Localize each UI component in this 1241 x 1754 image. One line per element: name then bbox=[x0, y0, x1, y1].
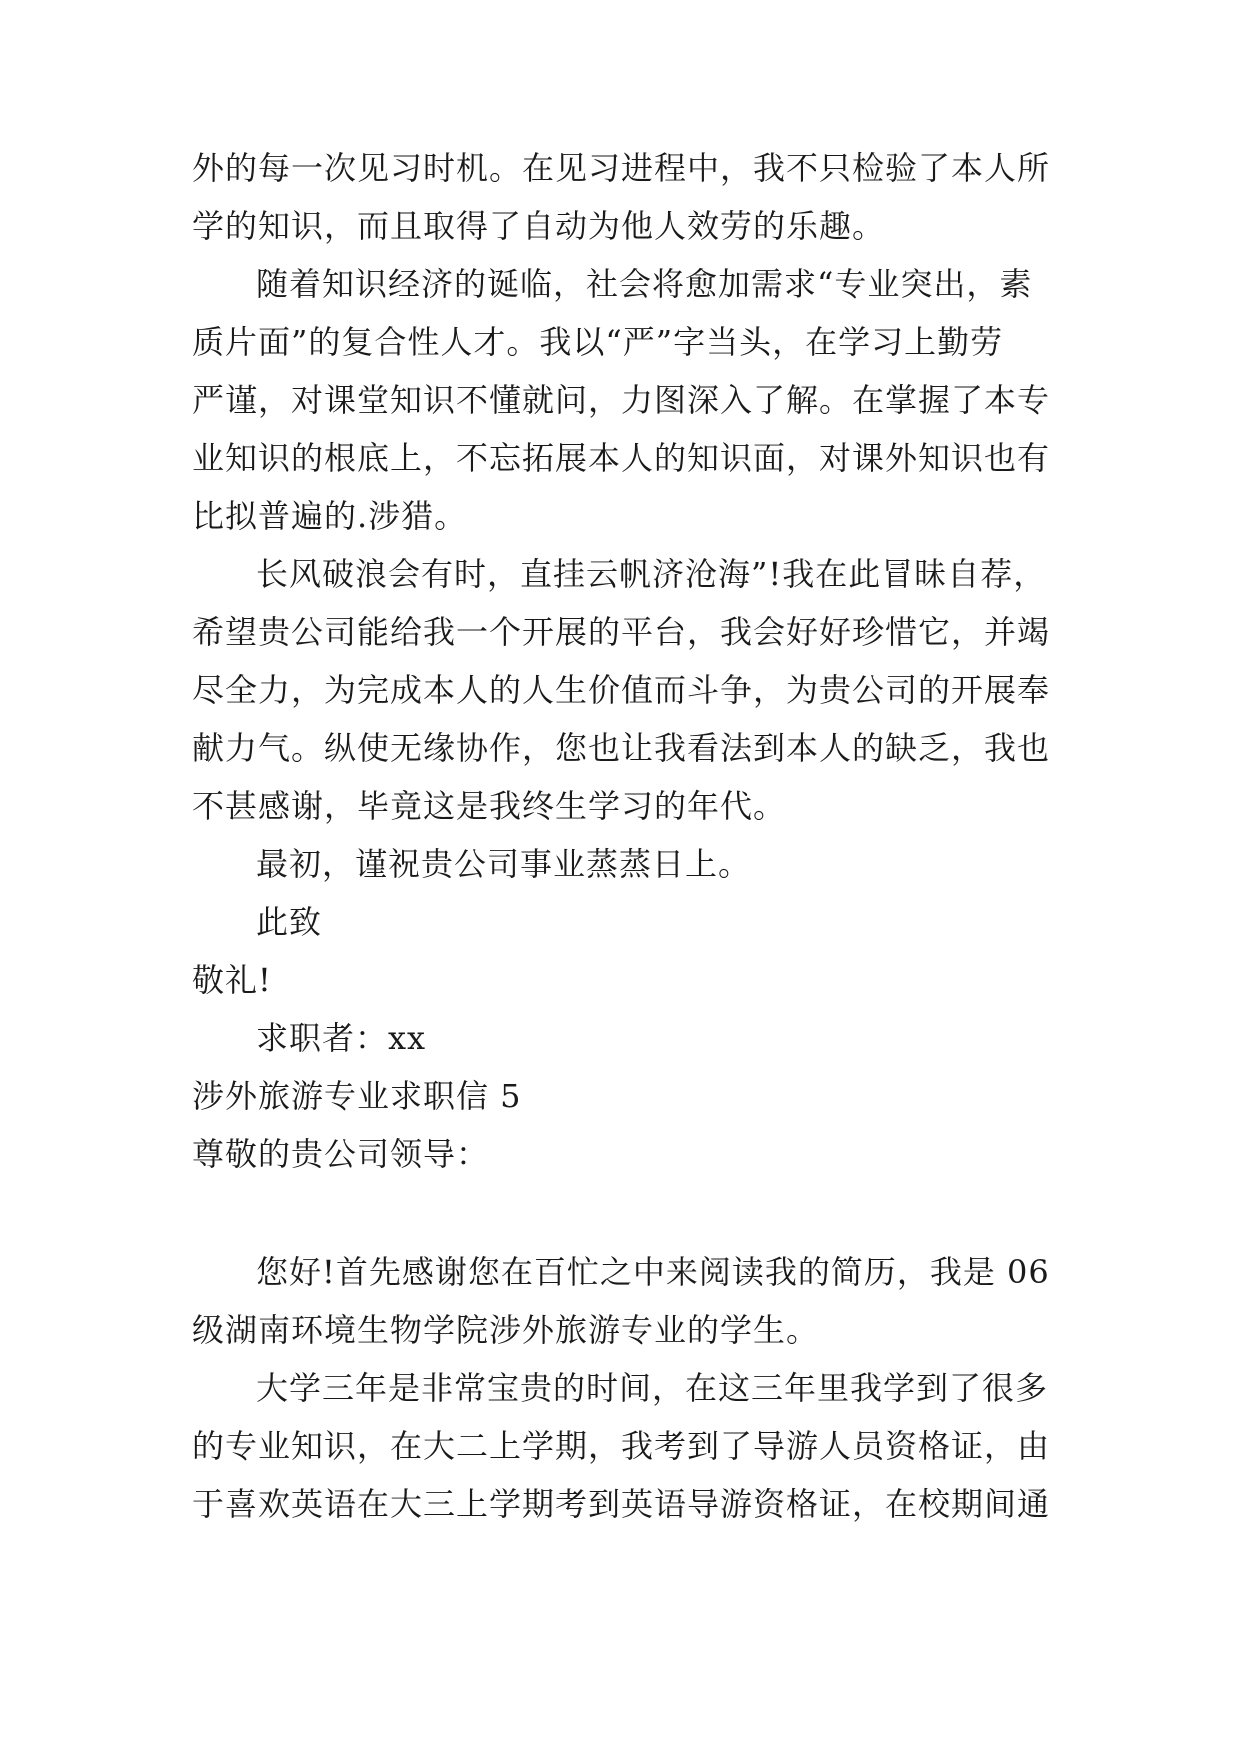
text-line: 比拟普遍的.涉猎。 bbox=[192, 497, 468, 535]
section-heading: 涉外旅游专业求职信 5 bbox=[192, 1077, 522, 1115]
text-line: 长风破浪会有时，直挂云帆济沧海”!我在此冒昧自荐， bbox=[256, 555, 1047, 593]
text-line: 献力气。纵使无缘协作，您也让我看法到本人的缺乏，我也 bbox=[192, 729, 1051, 767]
text-line: 不甚感谢，毕竟这是我终生学习的年代。 bbox=[192, 787, 787, 825]
salutation: 尊敬的贵公司领导： bbox=[192, 1135, 490, 1173]
text-line: 于喜欢英语在大三上学期考到英语导游资格证，在校期间通 bbox=[192, 1485, 1051, 1523]
text-line: 最初，谨祝贵公司事业蒸蒸日上。 bbox=[256, 845, 752, 883]
text-line: 外的每一次见习时机。在见习进程中，我不只检验了本人所 bbox=[192, 149, 1051, 187]
text-line: 您好!首先感谢您在百忙之中来阅读我的简历，我是 06 bbox=[256, 1253, 1050, 1291]
text-line: 求职者：xx bbox=[256, 1019, 427, 1057]
text-line: 学的知识，而且取得了自动为他人效劳的乐趣。 bbox=[192, 207, 886, 245]
text-line: 的专业知识，在大二上学期，我考到了导游人员资格证，由 bbox=[192, 1427, 1051, 1465]
text-line: 质片面”的复合性人才。我以“严”字当头，在学习上勤劳 bbox=[192, 323, 1004, 361]
text-line: 级湖南环境生物学院涉外旅游专业的学生。 bbox=[192, 1311, 820, 1349]
text-line: 大学三年是非常宝贵的时间，在这三年里我学到了很多 bbox=[256, 1369, 1049, 1407]
text-line: 希望贵公司能给我一个开展的平台，我会好好珍惜它，并竭 bbox=[192, 613, 1051, 651]
text-line: 敬礼! bbox=[192, 961, 272, 999]
text-line: 尽全力，为完成本人的人生价值而斗争，为贵公司的开展奉 bbox=[192, 671, 1051, 709]
text-line: 此致 bbox=[256, 903, 323, 941]
text-line: 随着知识经济的诞临，社会将愈加需求“专业突出，素 bbox=[256, 265, 1033, 303]
text-line: 严谨，对课堂知识不懂就问，力图深入了解。在掌握了本专 bbox=[192, 381, 1051, 419]
text-line: 业知识的根底上，不忘拓展本人的知识面，对课外知识也有 bbox=[192, 439, 1051, 477]
